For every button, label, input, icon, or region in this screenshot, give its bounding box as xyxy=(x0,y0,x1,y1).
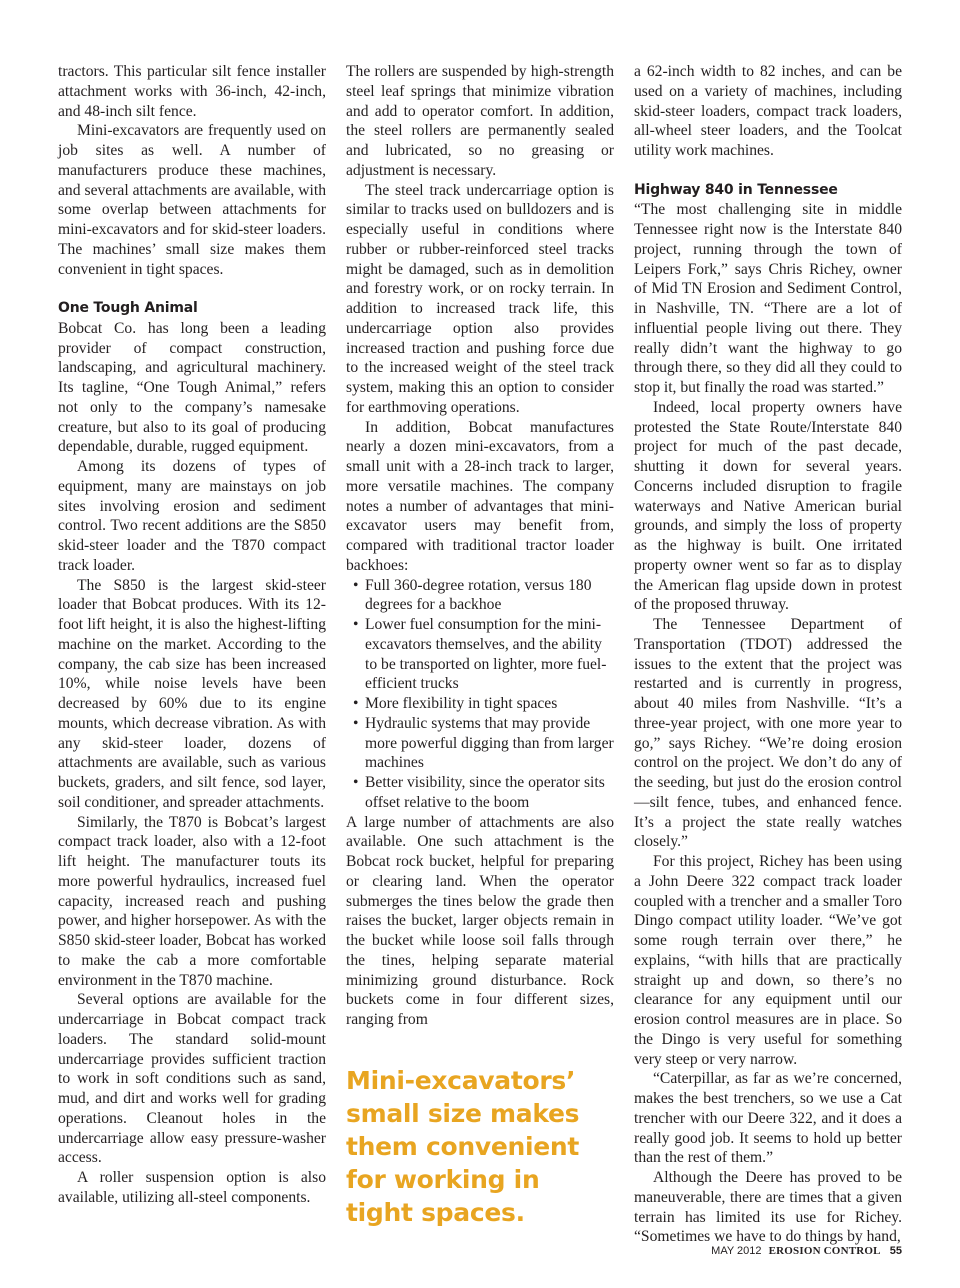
paragraph: “The most challenging site in middle Tennessee right now is the Interstate 840 project, running through the town of Leipers Fork,” says Chris Richey, owner of Mid TN Erosion and Sediment Control, in Nashville, TN. “There are a lot of influential people living out there. They really didn’t want the highway to go through there, so they did all they could to stop it, but finally the road was started.” xyxy=(634,201,902,396)
article-column-1 xyxy=(58,62,326,1208)
paragraph: tractors. This particular silt fence installer attachment works with 36-inch, 42-inch, and 48-inch silt fence. xyxy=(58,63,326,120)
paragraph: The S850 is the largest skid-steer loader that Bobcat produces. With its 12-foot lift height, it is also the highest-lifting machine on the market. According to the company, the cab size has been increased 10%, while noise levels have been decreased by 60% due to its engine mounts, which decrease vibration. As with any skid-steer loader, dozens of attachments are available, such as various buckets, graders, and silt fence, sod layer, soil conditioner, and spreader attachments. xyxy=(58,576,326,811)
pull-quote: Mini-excavators’ small size makes them convenient for working in tight spaces. xyxy=(346,1066,580,1227)
list-item: • Hydraulic systems that may provide more powerful digging than from larger machines xyxy=(346,714,614,773)
paragraph: The rollers are suspended by high-strength steel leaf springs that minimize vibration and add to operator comfort. In addition, the steel rollers are permanently sealed and lubricated, so no greasing or adjustment is necessary. xyxy=(346,63,614,179)
paragraph: A large number of attachments are also available. One such attachment is the Bobcat rock bucket, helpful for preparing or clearing land. When the operator submerges the tines below the grade then raises the bucket, larger objects remain in the bucket while loose soil falls through the tines, helping separate material minimizing ground disturbance. Rock buckets come in four different sizes, ranging from xyxy=(346,813,614,1028)
paragraph: Bobcat Co. has long been a leading provider of compact construction, landscaping, and agricultural machinery. Its tagline, “One Tough Animal,” refers not only to the company’s namesake creature, but also to its goal of producing dependable, durable, rugged equipment. xyxy=(58,319,326,456)
list-item: • Full 360-degree rotation, versus 180 degrees for a backhoe xyxy=(346,576,614,616)
paragraph: Indeed, local property owners have protested the State Route/Interstate 840 project for much of the past decade, shutting it down for several years. Concerns included disruption to fragile waterways and Native American burial grounds, and simply the loss of property as the highway is built. One irritated property owner went so far as to display the American flag upside down in protest of the proposed thruway. xyxy=(634,398,902,614)
paragraph: “Caterpillar, as far as we’re concerned, makes the best trenchers, so we use a Cat trencher with our Deere 322, and it does a really good job. It seems to hold up better than the rest of them.” xyxy=(634,1070,902,1167)
paragraph: Several options are available for the undercarriage in Bobcat compact track loaders. The standard solid-mount undercarriage provides sufficient traction to work in soft conditions such as sand, mud, and dirt and works well for grading operations. Cleanout holes in the undercarriage allow easy pressure-washer access. xyxy=(58,991,326,1167)
paragraph: Although the Deere has proved to be maneuverable, there are times that a given terrain has limited its use for Richey. “Sometimes we have to do things by hand, xyxy=(634,1169,902,1246)
issue-date: MAY 2012 xyxy=(711,1245,762,1257)
page-number: 55 xyxy=(889,1245,902,1257)
paragraph: In addition, Bobcat manufactures nearly a dozen mini-excavators, from a small unit with a 28-inch track to larger, more versatile machines. The company notes a number of advantages that mini-excavator users may benefit from, compared with traditional tractor loader backhoes: xyxy=(346,418,614,574)
article-column-3 xyxy=(634,62,902,1247)
paragraph: For this project, Richey has been using a John Deere 322 compact track loader coupled with a trencher and a smaller Toro Dingo compact utility loader. “We’ve got some rough terrain over there,” he explains, “with hills that are practically straight up and down, so there’s no clearance for any equipment until our erosion control measures are in place. So the Dingo is very useful for something very steep or very narrow. xyxy=(634,853,902,1068)
paragraph: a 62-inch width to 82 inches, and can be used on a variety of machines, including skid-steer loaders, compact track loaders, all-wheel steer loaders, and the Toolcat utility work machines. xyxy=(634,63,902,159)
list-item: • Better visibility, since the operator sits offset relative to the boom xyxy=(346,773,614,813)
magazine-name: EROSION CONTROL xyxy=(768,1245,881,1257)
article-column-2 xyxy=(346,62,614,1030)
page-footer xyxy=(711,1245,902,1257)
paragraph: Similarly, the T870 is Bobcat’s largest compact track loader, also with a 12-foot lift height. The manufacturer touts its more powerful hydraulics, increased fuel capacity, increased reach and pushing power, and higher horsepower. As with the S850 skid-steer loader, Bobcat has worked to make the cab a more comfortable environment in the T870 machine. xyxy=(58,813,326,989)
list-item: • Lower fuel consumption for the mini-excavators themselves, and the ability to be transported on lighter, more fuel-efficient trucks xyxy=(346,615,614,694)
list-item: • More flexibility in tight spaces xyxy=(346,694,614,714)
paragraph: The Tennessee Department of Transportation (TDOT) addressed the issues to the extent that the project was restarted and is currently in progress, about 40 miles from Nashville. “It’s a three-year project, with one more year to go,” says Richey. “We’re doing erosion control on the project. We don’t do any of the seeding, but just do the erosion control—silt fence, tubes, and enhanced fence. It’s a project the state really watches closely.” xyxy=(634,616,902,851)
bullet-list xyxy=(346,576,614,813)
paragraph: Among its dozens of types of equipment, many are mainstays on job sites involving erosion and sediment control. Two recent additions are the S850 skid-steer loader and the T870 compact track loader. xyxy=(58,458,326,574)
paragraph: Mini-excavators are frequently used on job sites as well. A number of manufacturers produce these machines, and several attachments are available, with some overlap between attachments for mini-excavators and for skid-steer loaders. The machines’ small size makes them convenient in tight spaces. xyxy=(58,122,326,278)
paragraph: The steel track undercarriage option is similar to tracks used on bulldozers and is especially useful in conditions where rubber or rubber-reinforced steel tracks might be damaged, such as in demolition and forestry work, or on rocky terrain. In addition to increased track life, this undercarriage option also provides increased traction and pushing force due to the increased weight of the steel track system, making this an option to consider for earthmoving operations. xyxy=(346,181,614,416)
paragraph: A roller suspension option is also available, utilizing all-steel components. xyxy=(58,1169,326,1206)
section-heading: One Tough Animal xyxy=(58,300,198,316)
section-heading: Highway 840 in Tennessee xyxy=(634,181,838,198)
